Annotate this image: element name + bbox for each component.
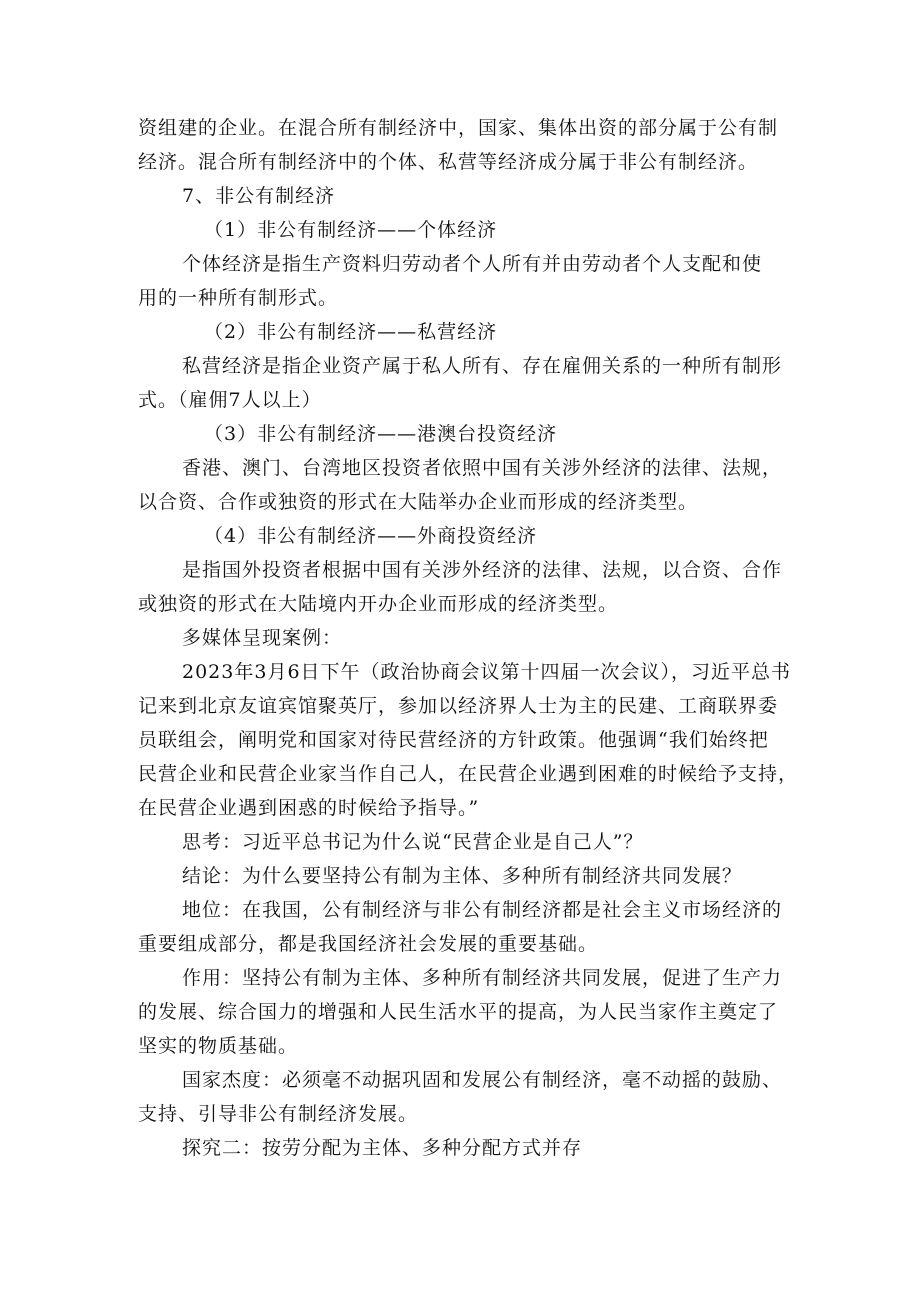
text-line: 坚实的物质基础。: [138, 1035, 299, 1057]
text-line: 重要组成部分，都是我国经济社会发展的重要基础。: [138, 933, 599, 955]
text-line: 以合资、合作或独资的形式在大陆举办企业而形成的经济类型。: [138, 491, 699, 513]
text-line: 或独资的形式在大陆境内开办企业而形成的经济类型。: [138, 593, 619, 615]
text-line: 员联组会，阐明党和国家对待民营经济的方针政策。他强调“我们始终把: [138, 729, 769, 751]
text-line: 在民营企业遇到困惑的时候给予指导。”: [138, 797, 480, 819]
text-line: 思考：习近平总书记为什么说“民营企业是自己人”？: [182, 831, 644, 853]
subsection-heading: （4）非公有制经济——外商投资经济: [204, 525, 538, 547]
subsection-heading: （1）非公有制经济——个体经济: [204, 219, 498, 241]
text-line: 资组建的企业。在混合所有制经济中，国家、集体出资的部分属于公有制: [138, 117, 779, 139]
text-line: 记来到北京友谊宾馆聚英厅，参加以经济界人士为主的民建、工商联界委: [138, 695, 779, 717]
text-line: 作用：坚持公有制为主体、多种所有制经济共同发展，促进了生产力: [182, 967, 783, 989]
text-line: 是指国外投资者根据中国有关涉外经济的法律、法规，以合资、合作: [182, 559, 783, 581]
text-line: 经济。混合所有制经济中的个体、私营等经济成分属于非公有制经济。: [138, 151, 759, 173]
text-line: 支持、引导非公有制经济发展。: [138, 1103, 419, 1125]
section-heading: 7、非公有制经济: [182, 185, 336, 207]
text-line: 私营经济是指企业资产属于私人所有、存在雇佣关系的一种所有制形: [182, 355, 783, 377]
subsection-heading: （3）非公有制经济——港澳台投资经济: [204, 423, 558, 445]
text-line: 用的一种所有制形式。: [138, 287, 339, 309]
text-line: 地位：在我国，公有制经济与非公有制经济都是社会主义市场经济的: [182, 899, 783, 921]
text-line: 多媒体呈现案例：: [182, 627, 343, 649]
text-line: 式。（雇佣7人以上）: [138, 389, 322, 411]
subsection-heading: （2）非公有制经济——私营经济: [204, 321, 498, 343]
text-line: 结论：为什么要坚持公有制为主体、多种所有制经济共同发展？: [182, 865, 743, 887]
text-line: 个体经济是指生产资料归劳动者个人所有并由劳动者个人支配和使: [182, 253, 763, 275]
section-heading: 探究二：按劳分配为主体、多种分配方式并存: [182, 1137, 583, 1159]
text-line: 国家杰度：必须毫不动据巩固和发展公有制经济，毫不动摇的鼓励、: [182, 1069, 783, 1091]
text-line: 2023年3月6日下午（政治协商会议第十四届一次会议），习近平总书: [182, 661, 792, 683]
text-line: 的发展、综合国力的增强和人民生活水平的提高，为人民当家作主奠定了: [138, 1001, 779, 1023]
text-line: 香港、澳门、台湾地区投资者依照中国有关涉外经济的法律、法规，: [182, 457, 783, 479]
text-line: 民营企业和民营企业家当作自己人，在民营企业遇到困难的时候给予支持，: [138, 763, 799, 785]
